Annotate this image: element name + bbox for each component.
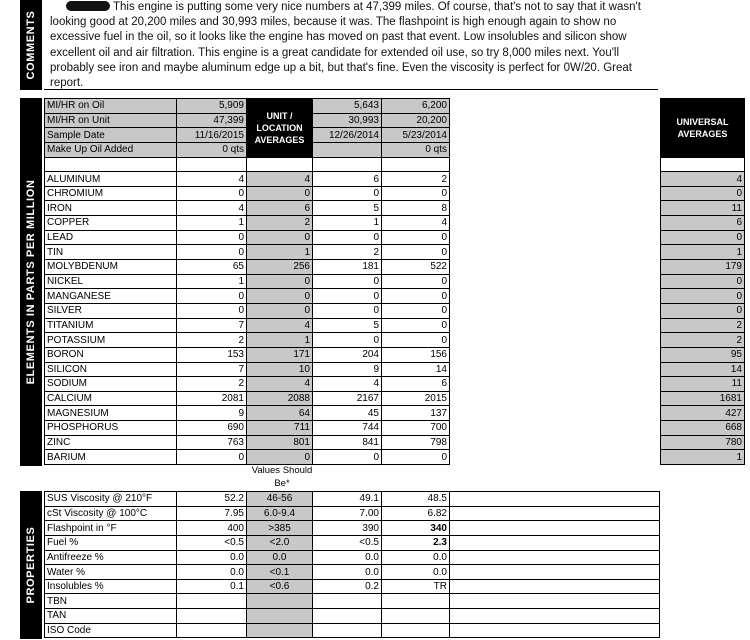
element-prev2: 0 [382, 450, 450, 465]
element-universal: 1 [661, 245, 745, 260]
element-row-magnesium [45, 406, 745, 421]
element-prev1: 2 [313, 245, 382, 260]
info-prev1: 5,643 [313, 99, 382, 114]
property-should-be: <0.1 [247, 565, 313, 580]
element-prev1: 0 [313, 230, 382, 245]
redaction-mark [66, 1, 110, 11]
element-prev1: 0 [313, 274, 382, 289]
info-prev2: 6,200 [382, 99, 450, 114]
element-prev2: 137 [382, 406, 450, 421]
property-prev1: 390 [313, 521, 382, 536]
element-label: MANGANESE [45, 289, 177, 304]
element-row-boron [45, 347, 745, 362]
unit-location-averages-header: UNIT / LOCATION AVERAGES [247, 99, 313, 158]
properties-table [44, 491, 660, 638]
info-label: MI/HR on Oil [45, 99, 177, 114]
element-row-manganese [45, 289, 745, 304]
property-should-be: <0.6 [247, 579, 313, 594]
element-row-sodium [45, 377, 745, 392]
element-universal: 2 [661, 333, 745, 348]
info-prev2: 5/23/2014 [382, 128, 450, 143]
properties-section-band [20, 491, 42, 639]
element-prev1: 841 [313, 435, 382, 450]
property-label: cSt Viscosity @ 100°C [45, 506, 177, 521]
element-prev2: 6 [382, 377, 450, 392]
element-label: SODIUM [45, 377, 177, 392]
property-row-water [45, 565, 660, 580]
property-should-be: 6.0-9.4 [247, 506, 313, 521]
element-label: TIN [45, 245, 177, 260]
element-universal: 0 [661, 274, 745, 289]
element-label: TITANIUM [45, 318, 177, 333]
info-current: 5,909 [177, 99, 247, 114]
element-current: 2081 [177, 391, 247, 406]
element-unit-avg: 2088 [247, 391, 313, 406]
element-label: SILICON [45, 362, 177, 377]
element-unit-avg: 2 [247, 216, 313, 231]
info-prev2: 0 qts [382, 142, 450, 157]
element-row-molybdenum [45, 260, 745, 275]
property-should-be [247, 609, 313, 624]
element-prev2: 798 [382, 435, 450, 450]
element-current: 4 [177, 201, 247, 216]
elements-section-band [20, 98, 42, 466]
property-row-sus-viscosity [45, 492, 660, 507]
element-unit-avg: 4 [247, 377, 313, 392]
info-current: 0 qts [177, 142, 247, 157]
elements-section-label: ELEMENTS IN PARTS PER MILLION [25, 179, 37, 385]
element-label: CHROMIUM [45, 186, 177, 201]
element-prev1: 0 [313, 450, 382, 465]
element-label: COPPER [45, 216, 177, 231]
element-unit-avg: 64 [247, 406, 313, 421]
element-unit-avg: 0 [247, 303, 313, 318]
element-prev1: 2167 [313, 391, 382, 406]
element-unit-avg: 1 [247, 333, 313, 348]
element-unit-avg: 4 [247, 172, 313, 187]
property-should-be: 46-56 [247, 492, 313, 507]
element-prev2: 14 [382, 362, 450, 377]
info-current: 11/16/2015 [177, 128, 247, 143]
element-label: SILVER [45, 303, 177, 318]
property-prev2: 6.82 [382, 506, 450, 521]
element-row-silicon [45, 362, 745, 377]
property-prev2 [382, 609, 450, 624]
property-current: 52.2 [177, 492, 247, 507]
element-row-zinc [45, 435, 745, 450]
property-current [177, 623, 247, 638]
element-current: 0 [177, 450, 247, 465]
property-should-be [247, 594, 313, 609]
values-should-be-caption: Values Should Be* [251, 465, 313, 489]
element-label: MOLYBDENUM [45, 260, 177, 275]
element-label: ALUMINUM [45, 172, 177, 187]
info-label: Make Up Oil Added [45, 142, 177, 157]
property-prev1: 49.1 [313, 492, 382, 507]
element-row-tin [45, 245, 745, 260]
element-prev2: 0 [382, 318, 450, 333]
element-unit-avg: 256 [247, 260, 313, 275]
element-unit-avg: 4 [247, 318, 313, 333]
property-prev2 [382, 594, 450, 609]
property-prev2: 0.0 [382, 565, 450, 580]
element-universal: 95 [661, 347, 745, 362]
element-prev1: 5 [313, 201, 382, 216]
property-row-antifreeze [45, 550, 660, 565]
element-label: ZINC [45, 435, 177, 450]
element-universal: 6 [661, 216, 745, 231]
property-row-insolubles [45, 579, 660, 594]
comments-text: This engine is putting some very nice numbers at 47,399 miles. Of course, that's not to say that it wasn't looking good at 20,200 miles and 30,993 miles, because it was. The flashpoint is high enough again to show no excessive fuel in the oil, so it looks like the engine has moved on past that event. Low insolubles and silicon show excellent oil and air filtration. This engine is a great candidate for extended oil use, so try 8,000 miles next. You'll probably see iron and maybe aluminum edge up a bit, but that's fine. Even the viscosity is perfect for 0W/20. Great report. [50, 1, 641, 90]
property-row-iso-code [45, 623, 660, 638]
element-universal: 668 [661, 421, 745, 436]
element-row-copper [45, 216, 745, 231]
comments-text-block [50, 0, 655, 91]
element-label: IRON [45, 201, 177, 216]
element-prev2: 2 [382, 172, 450, 187]
property-prev1: 7.00 [313, 506, 382, 521]
element-row-titanium [45, 318, 745, 333]
property-label: Water % [45, 565, 177, 580]
property-prev1 [313, 594, 382, 609]
property-prev1: 0.0 [313, 565, 382, 580]
element-row-aluminum [45, 172, 745, 187]
element-prev1: 744 [313, 421, 382, 436]
element-universal: 11 [661, 201, 745, 216]
property-prev2: 0.0 [382, 550, 450, 565]
property-row-cst-viscosity [45, 506, 660, 521]
element-current: 0 [177, 289, 247, 304]
element-unit-avg: 801 [247, 435, 313, 450]
element-prev2: 0 [382, 230, 450, 245]
element-current: 2 [177, 377, 247, 392]
info-label: MI/HR on Unit [45, 113, 177, 128]
property-label: Flashpoint in °F [45, 521, 177, 536]
property-prev1: 0.0 [313, 550, 382, 565]
info-prev2: 20,200 [382, 113, 450, 128]
element-universal: 0 [661, 289, 745, 304]
property-current: 0.1 [177, 579, 247, 594]
element-prev2: 2015 [382, 391, 450, 406]
element-unit-avg: 0 [247, 450, 313, 465]
element-prev1: 0 [313, 333, 382, 348]
element-current: 0 [177, 230, 247, 245]
element-universal: 780 [661, 435, 745, 450]
property-prev2 [382, 623, 450, 638]
property-should-be: <2.0 [247, 535, 313, 550]
property-row-fuel [45, 535, 660, 550]
comments-underline [44, 89, 658, 90]
property-label: SUS Viscosity @ 210°F [45, 492, 177, 507]
element-prev1: 5 [313, 318, 382, 333]
info-row-mi-oil [45, 99, 745, 114]
info-prev1: 30,993 [313, 113, 382, 128]
element-row-silver [45, 303, 745, 318]
info-label: Sample Date [45, 128, 177, 143]
element-unit-avg: 1 [247, 245, 313, 260]
element-universal: 0 [661, 303, 745, 318]
element-label: MAGNESIUM [45, 406, 177, 421]
element-universal: 14 [661, 362, 745, 377]
info-current: 47,399 [177, 113, 247, 128]
property-prev2: 340 [382, 521, 450, 536]
element-unit-avg: 0 [247, 230, 313, 245]
element-prev2: 0 [382, 245, 450, 260]
property-should-be [247, 623, 313, 638]
element-label: BORON [45, 347, 177, 362]
element-prev2: 156 [382, 347, 450, 362]
info-prev1: 12/26/2014 [313, 128, 382, 143]
element-label: POTASSIUM [45, 333, 177, 348]
element-prev1: 6 [313, 172, 382, 187]
property-current: 7.95 [177, 506, 247, 521]
element-prev1: 181 [313, 260, 382, 275]
element-row-calcium [45, 391, 745, 406]
property-prev1 [313, 609, 382, 624]
element-row-phosphorus [45, 421, 745, 436]
element-unit-avg: 171 [247, 347, 313, 362]
element-universal: 1 [661, 450, 745, 465]
element-current: 0 [177, 186, 247, 201]
element-row-iron [45, 201, 745, 216]
element-prev2: 4 [382, 216, 450, 231]
element-prev2: 8 [382, 201, 450, 216]
element-current: 0 [177, 245, 247, 260]
element-row-lead [45, 230, 745, 245]
property-label: TAN [45, 609, 177, 624]
element-unit-avg: 10 [247, 362, 313, 377]
property-prev2: TR [382, 579, 450, 594]
element-current: 7 [177, 362, 247, 377]
element-universal: 4 [661, 172, 745, 187]
element-prev1: 45 [313, 406, 382, 421]
property-should-be: >385 [247, 521, 313, 536]
element-prev1: 9 [313, 362, 382, 377]
element-prev1: 4 [313, 377, 382, 392]
element-prev2: 0 [382, 289, 450, 304]
element-universal: 0 [661, 186, 745, 201]
property-should-be: 0.0 [247, 550, 313, 565]
element-current: 1 [177, 274, 247, 289]
element-prev2: 0 [382, 274, 450, 289]
element-prev2: 700 [382, 421, 450, 436]
property-current: <0.5 [177, 535, 247, 550]
element-prev2: 0 [382, 333, 450, 348]
element-current: 7 [177, 318, 247, 333]
element-current: 0 [177, 303, 247, 318]
property-row-tan [45, 609, 660, 624]
element-label: BARIUM [45, 450, 177, 465]
property-label: Fuel % [45, 535, 177, 550]
element-universal: 1681 [661, 391, 745, 406]
property-label: Antifreeze % [45, 550, 177, 565]
property-label: ISO Code [45, 623, 177, 638]
element-prev1: 1 [313, 216, 382, 231]
element-current: 4 [177, 172, 247, 187]
element-prev1: 0 [313, 289, 382, 304]
element-current: 690 [177, 421, 247, 436]
element-label: PHOSPHORUS [45, 421, 177, 436]
element-universal: 0 [661, 230, 745, 245]
element-universal: 179 [661, 260, 745, 275]
element-prev2: 522 [382, 260, 450, 275]
element-prev2: 0 [382, 186, 450, 201]
property-prev1: <0.5 [313, 535, 382, 550]
element-label: CALCIUM [45, 391, 177, 406]
property-current: 0.0 [177, 550, 247, 565]
element-unit-avg: 0 [247, 289, 313, 304]
element-current: 153 [177, 347, 247, 362]
element-current: 763 [177, 435, 247, 450]
element-unit-avg: 711 [247, 421, 313, 436]
element-prev1: 0 [313, 303, 382, 318]
info-prev1 [313, 142, 382, 157]
property-current [177, 594, 247, 609]
property-prev2: 2.3 [382, 535, 450, 550]
element-current: 1 [177, 216, 247, 231]
property-prev2: 48.5 [382, 492, 450, 507]
element-prev1: 204 [313, 347, 382, 362]
property-row-tbn [45, 594, 660, 609]
element-label: LEAD [45, 230, 177, 245]
element-row-chromium [45, 186, 745, 201]
property-label: Insolubles % [45, 579, 177, 594]
element-row-nickel [45, 274, 745, 289]
property-row-flashpoint [45, 521, 660, 536]
element-universal: 2 [661, 318, 745, 333]
element-row-potassium [45, 333, 745, 348]
property-current: 400 [177, 521, 247, 536]
element-label: NICKEL [45, 274, 177, 289]
property-current: 0.0 [177, 565, 247, 580]
element-row-barium [45, 450, 745, 465]
element-unit-avg: 6 [247, 201, 313, 216]
elements-table [44, 98, 745, 465]
element-current: 2 [177, 333, 247, 348]
property-label: TBN [45, 594, 177, 609]
element-unit-avg: 0 [247, 274, 313, 289]
comments-section-band [20, 0, 42, 90]
element-prev1: 0 [313, 186, 382, 201]
comments-section-label: COMMENTS [25, 10, 37, 80]
element-prev2: 0 [382, 303, 450, 318]
property-current [177, 609, 247, 624]
properties-section-label: PROPERTIES [25, 526, 37, 604]
element-universal: 427 [661, 406, 745, 421]
element-current: 9 [177, 406, 247, 421]
universal-averages-header: UNIVERSAL AVERAGES [661, 99, 745, 158]
property-prev1: 0.2 [313, 579, 382, 594]
element-unit-avg: 0 [247, 186, 313, 201]
element-current: 65 [177, 260, 247, 275]
property-prev1 [313, 623, 382, 638]
element-universal: 11 [661, 377, 745, 392]
